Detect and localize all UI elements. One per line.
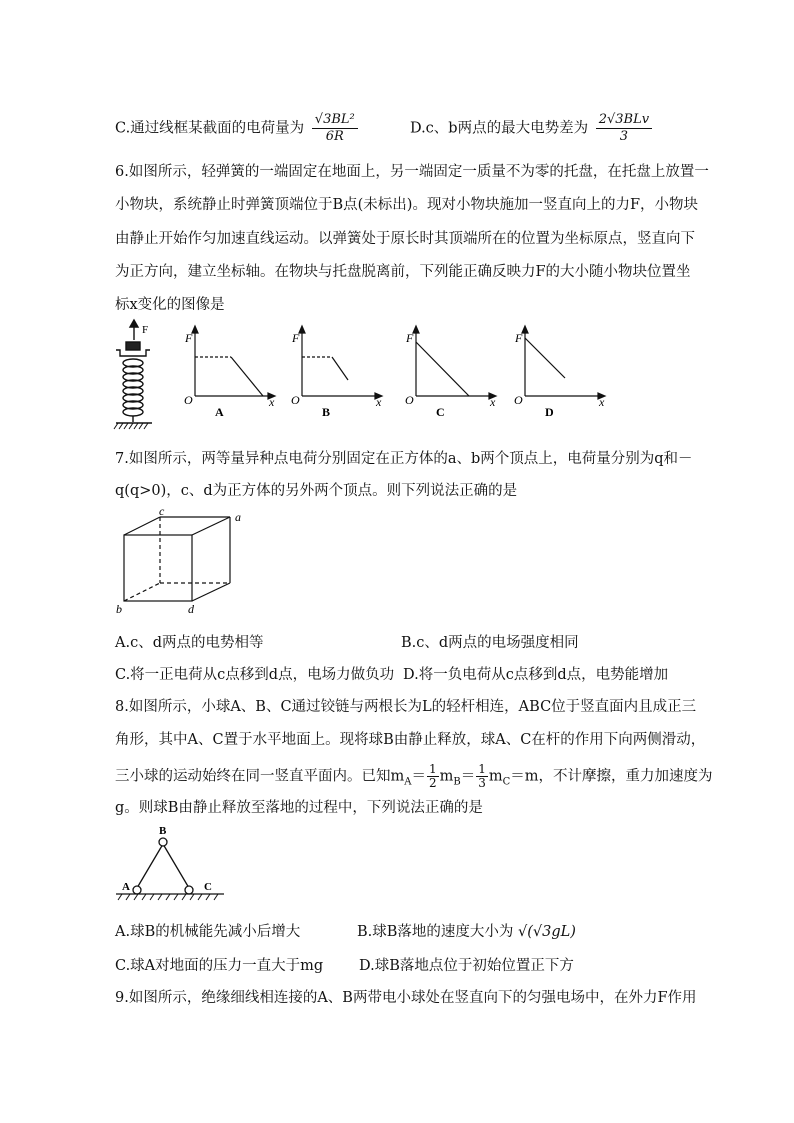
q8-mc: m — [488, 768, 503, 785]
q7-option-a: A.c、d两点的电势相等 — [115, 635, 264, 651]
graph-a-y-label: F — [185, 331, 193, 345]
q8-frac-half — [427, 763, 439, 790]
q8-option-b-math: √(√3gL) — [518, 924, 576, 940]
graph-d-label: D — [545, 405, 554, 419]
q9-line-1: 9.如图所示，绝缘细线相连接的A、B两带电小球处在竖直向下的匀强电场中，在外力F作用 — [115, 990, 697, 1006]
graph-b-line — [332, 357, 348, 380]
q5-option-d-text: D.c、b两点的最大电势差为 — [409, 120, 589, 137]
q6-graph-b — [290, 322, 390, 422]
graph-c-x-label: x — [490, 395, 496, 409]
q7-line-1: 7.如图所示，两等量异种点电荷分别固定在正方体的a、b两个顶点上，电荷量分别为q和－ — [115, 451, 693, 467]
ball-a-label: A — [122, 881, 130, 893]
graph-a-line — [231, 357, 263, 396]
q7-option-c: C.将一正电荷从c点移到d点，电场力做负功 — [115, 667, 395, 683]
tray — [116, 350, 150, 356]
q6-spring-figure — [112, 318, 172, 438]
q8-frac-half-num: 1 — [428, 762, 437, 776]
vertex-b-label: b — [116, 602, 122, 616]
q8-eq-1: ＝ — [411, 768, 426, 785]
q8-sub-a: A — [404, 776, 412, 788]
q8-line-3-pre: 三小球的运动始终在同一竖直平面内。已知m — [115, 768, 405, 785]
q7-line-2: q(q>0)，c、d为正方体的另外两个顶点。则下列说法正确的是 — [115, 483, 518, 499]
ball-c — [185, 886, 193, 894]
q5-option-d-denominator: 3 — [619, 129, 629, 144]
q5-option-d-fraction — [596, 112, 652, 145]
q8-mb: m — [439, 768, 454, 785]
q5-option-c-text: C.通过线框某截面的电荷量为 — [115, 120, 305, 137]
vertex-c-label: c — [159, 505, 165, 518]
graph-d-line — [525, 338, 565, 378]
q8-sub-b: B — [453, 776, 461, 788]
q8-line-3-post: ＝m，不计摩擦，重力加速度为 — [510, 768, 713, 785]
q8-option-c: C.球A对地面的压力一直大于mg — [115, 958, 324, 974]
graph-a-origin: O — [184, 393, 193, 407]
graph-d-x-label: x — [599, 395, 605, 409]
cube-front-face — [124, 535, 192, 601]
q6-graph-d — [513, 322, 613, 422]
q5-option-c-fraction — [312, 112, 358, 145]
ball-b — [159, 838, 167, 846]
graph-c-label: C — [436, 405, 445, 419]
ball-b-label: B — [159, 825, 167, 837]
q8-line-4: g。则球B由静止释放至落地的过程中，下列说法正确的是 — [115, 800, 483, 816]
q7-option-b: B.c、d两点的电场强度相同 — [401, 635, 579, 651]
graph-c-y-label: F — [406, 331, 414, 345]
graph-a-x-label: x — [269, 395, 275, 409]
q7-cube-figure — [112, 505, 252, 617]
block — [126, 342, 140, 350]
q5-option-c-numerator: √3BL² — [312, 112, 358, 129]
q7-option-d: D.将一负电荷从c点移到d点，电势能增加 — [403, 667, 669, 683]
q6-line-5: 标x变化的图像是 — [115, 297, 225, 313]
rod-bc — [163, 844, 189, 888]
q6-graph-c — [404, 322, 504, 422]
q6-line-4: 为正方向，建立坐标轴。在物块与托盘脱离前，下列能正确反映力F的大小随小物块位置坐 — [115, 264, 691, 280]
q6-graph-a — [183, 322, 283, 422]
q8-eq-2: ＝ — [460, 768, 476, 785]
ground-hatch — [118, 894, 218, 900]
q6-line-3: 由静止开始作匀加速直线运动。以弹簧处于原长时其顶端所在的位置为坐标原点，竖直向下 — [115, 231, 695, 247]
ball-c-label: C — [204, 881, 212, 893]
q8-frac-half-den: 2 — [428, 776, 437, 790]
graph-b-origin: O — [291, 393, 300, 407]
q8-frac-third — [476, 763, 488, 790]
q8-frac-third-den: 3 — [478, 776, 486, 790]
rod-ab — [137, 844, 163, 888]
q8-line-1: 8.如图所示，小球A、B、C通过铰链与两根长为L的轻杆相连，ABC位于竖直面内且成正三 — [115, 699, 697, 715]
ground-hatch — [114, 423, 148, 429]
spring-coils — [123, 359, 143, 416]
vertex-a-label: a — [235, 510, 241, 524]
ball-a — [133, 886, 141, 894]
vertex-d-label: d — [188, 602, 194, 616]
q5-options-row — [115, 112, 655, 145]
q5-option-c-denominator: 6R — [325, 129, 344, 144]
q8-triangle-figure — [112, 822, 232, 902]
q8-option-b — [357, 922, 576, 942]
q8-sub-c: C — [502, 776, 511, 788]
q8-line-3 — [115, 763, 713, 792]
q8-line-2: 角形，其中A、C置于水平地面上。现将球B由静止释放，球A、C在杆的作用下向两侧滑动， — [115, 732, 706, 748]
graph-a-label: A — [215, 405, 224, 419]
graph-b-x-label: x — [376, 395, 382, 409]
force-arrowhead — [130, 320, 138, 327]
q8-option-b-text: B.球B落地的速度大小为 — [357, 924, 514, 940]
graph-d-y-label: F — [515, 331, 523, 345]
graph-b-y-label: F — [292, 331, 300, 345]
graph-b-label: B — [322, 405, 331, 419]
graph-d-origin: O — [514, 393, 523, 407]
q8-frac-third-num: 1 — [478, 762, 486, 776]
q6-line-1: 6.如图所示，轻弹簧的一端固定在地面上，另一端固定一质量不为零的托盘，在托盘上放置一 — [115, 164, 709, 180]
q8-option-a: A.球B的机械能先减小后增大 — [115, 924, 301, 940]
spring-force-label: F — [142, 324, 149, 336]
graph-c-line — [416, 342, 469, 396]
graph-c-origin: O — [405, 393, 414, 407]
q8-option-d: D.球B落地点位于初始位置正下方 — [359, 958, 574, 974]
q5-option-d-numerator: 2√3BLv — [596, 112, 652, 129]
q6-line-2: 小物块，系统静止时弹簧顶端位于B点(未标出)。现对小物块施加一竖直向上的力F，小物块 — [115, 197, 699, 213]
